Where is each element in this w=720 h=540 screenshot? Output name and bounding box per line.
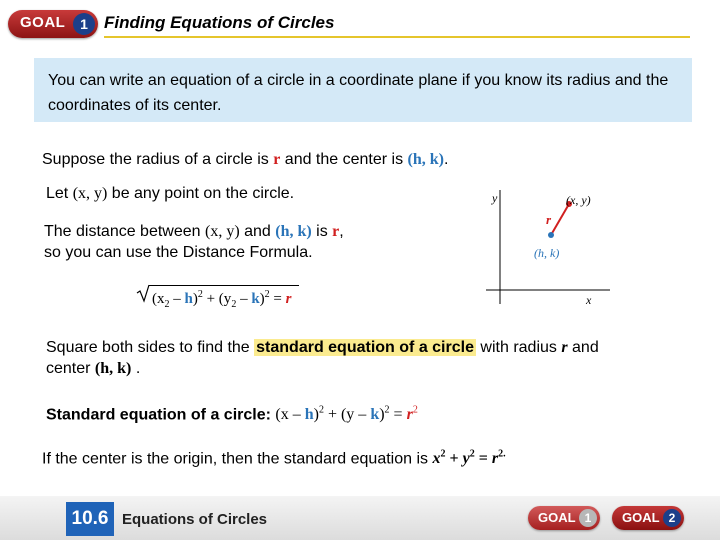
distance-prefix: The distance between [44,223,205,240]
formula-close: ) [192,291,198,307]
title-underline [104,36,690,38]
center-point [548,232,554,238]
page-title: Finding Equations of Circles [104,13,335,32]
standard-equation-highlight: standard equation of a circle [256,339,474,356]
goal-1-word: GOAL [538,510,576,525]
center-var-3: (h, k) [94,360,132,377]
origin-y-sq: 2 [469,449,475,460]
radical-bar [149,285,299,286]
intro-box [34,58,692,122]
formula-close-2: ) [259,291,265,307]
let-suffix: be any point on the circle. [107,185,295,202]
origin-r-sq: 2. [498,449,506,460]
standard-equation-label: Standard equation of a circle: [46,406,271,424]
center-end: . [131,360,141,377]
origin-plus: + [445,450,463,468]
goal-word: GOAL [20,14,66,31]
distance-line-2: so you can use the Distance Formula. [44,244,313,261]
formula-k: k [251,291,260,307]
origin-x-sq: 2 [440,449,446,460]
radius-var: r [273,151,281,168]
x-axis-label: x [586,293,592,307]
origin-y: y [462,450,470,468]
let-line [46,185,294,203]
eq-part-c: + (y – [323,406,371,424]
formula-sq-2: 2 [264,289,270,300]
let-prefix: Let [46,185,73,202]
goal-number: 1 [73,13,95,35]
section-number: 10.6 [66,502,114,536]
radius-label: r [546,212,552,227]
section-title: Equations of Circles [122,511,268,528]
origin-eq: = [474,450,492,468]
circle-diagram [480,180,620,310]
point-label: (x, y) [566,193,591,207]
formula-eq: = [269,291,286,307]
center-var: (h, k) [407,151,444,168]
eq-r: r [406,406,413,424]
formula-minus-2: – [236,291,252,307]
radius-var-2: r [332,223,340,240]
goal-2-num: 2 [663,509,681,527]
and-word: and [239,223,276,240]
suppose-mid: and the center is [280,151,408,168]
square-prefix: Square both sides to find the [46,339,255,356]
suppose-line [42,151,448,169]
point-var: (x, y) [72,185,108,202]
formula-sq: 2 [197,289,203,300]
point-var-2: (x, y) [205,223,240,240]
goal-2-word: GOAL [622,510,660,525]
goal-1-num: 1 [579,509,597,527]
square-line-1 [46,339,599,357]
eq-k: k [370,406,380,424]
eq-sq: 2 [318,405,324,416]
eq-h: h [304,406,314,424]
origin-x: x [432,450,441,468]
formula-r: r [285,291,292,307]
intro-text: You can write an equation of a circle in a coordinate plane if you know its radius and the coordinates of its center. [48,72,669,114]
radius-var-3: r [561,339,568,356]
eq-part-b: ) [313,406,319,424]
square-suffix: with radius [475,339,562,356]
eq-part-d: ) [379,406,385,424]
standard-equation-line [46,405,418,424]
origin-line [42,449,506,468]
formula-sub-2: 2 [231,299,237,310]
eq-sq-2: 2 [384,405,390,416]
standard-equation [275,406,417,423]
eq-part-e: = [389,406,407,424]
center-word: center [46,360,95,377]
suppose-period: . [443,151,449,168]
is-word: is [311,223,333,240]
eq-part-a: (x – [275,406,305,424]
goal-1-button[interactable] [528,506,600,530]
y-axis-label: y [492,191,498,205]
origin-text: If the center is the origin, then the standard equation is [42,450,433,468]
center-var-2: (h, k) [275,223,312,240]
origin-equation [432,450,505,467]
formula-h: h [184,291,193,307]
distance-line-1 [44,223,344,241]
formula-sub: 2 [164,299,170,310]
origin-r: r [491,450,499,468]
formula-plus: + (y [202,291,232,307]
comma: , [339,223,344,240]
square-line-2 [46,360,140,378]
suppose-prefix: Suppose the radius of a circle is [42,151,274,168]
formula-minus: – [169,291,185,307]
formula-open: (x [152,291,165,307]
and-end: and [567,339,599,356]
radius-line [551,204,569,235]
distance-formula [152,289,291,310]
goal-2-button[interactable] [612,506,684,530]
center-label: (h, k) [534,246,560,260]
eq-r-sq: 2 [412,405,418,416]
goal-badge [8,10,98,38]
